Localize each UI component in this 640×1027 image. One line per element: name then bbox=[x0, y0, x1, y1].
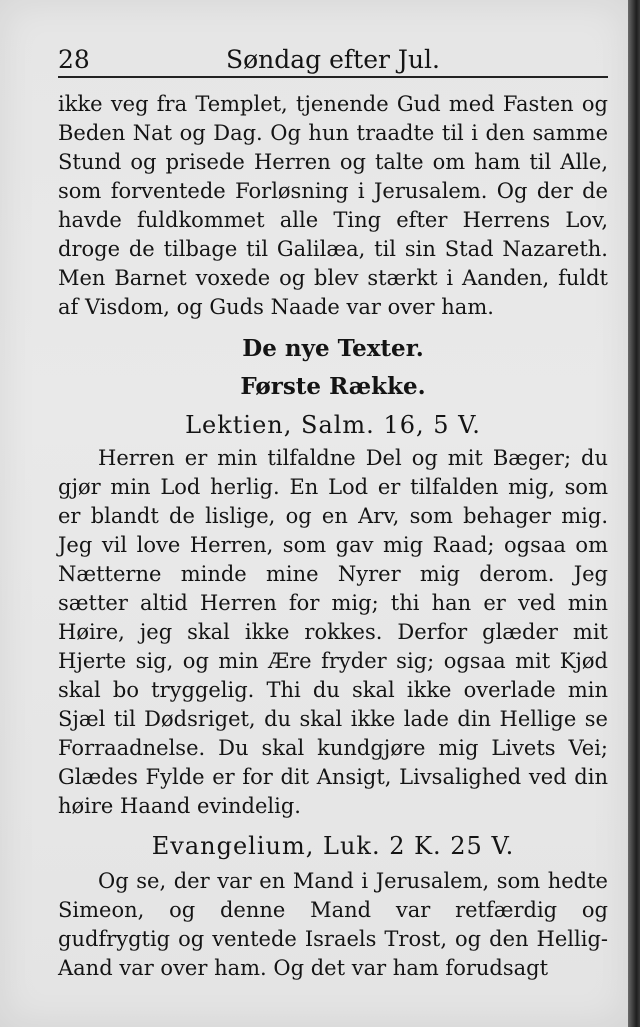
gospel-heading: Evangelium, Luk. 2 K. 25 V. bbox=[151, 832, 515, 860]
book-edge bbox=[628, 0, 640, 1027]
lesson-text: Herren er min tilfaldne Del og mit Bæger; du gjør min Lod herlig. En Lod er tilfalden mig, som er blandt de lislige, og en Arv, som behager mig. Jeg vil love Herren, som gav mig Raad; ogsaa om Nætterne minde mine Nyrer mig derom. Jeg sætter altid Herren for mig; thi han er ved min Høire, jeg skal ikke rokkes. Derfor glæder mit Hjerte sig, og min Ære fryder sig; ogsaa mit Kjød skal bo tryggelig. Thi du skal ikke overlade min Sjæl til Dødsriget, du skal ikke lade din Hellige se Forraadnelse. Du skal kundgjøre mig Livets Vei; Glædes Fylde er for dit Ansigt, Livsalighed ved din høire Haand evindelig. bbox=[58, 446, 608, 818]
lesson-heading: Lektien, Salm. 16, 5 V. bbox=[185, 411, 481, 439]
section-heading: De nye Texter. bbox=[242, 335, 424, 362]
gospel-text: Og se, der var en Mand i Jerusalem, som hedte Simeon, og denne Mand var retfærdig og gudfrygtig og ventede Israels Trost, og den Hellig-Aand var over ham. Og det var ham forudsagt bbox=[58, 869, 608, 980]
page-number: 28 bbox=[58, 45, 90, 74]
page-content bbox=[58, 40, 608, 983]
subsection-heading: Første Række. bbox=[240, 373, 426, 400]
page-header bbox=[58, 40, 608, 78]
running-title: Søndag efter Jul. bbox=[226, 45, 440, 74]
opening-paragraph: ikke veg fra Templet, tjenende Gud med Fasten og Beden Nat og Dag. Og hun traadte til i den samme Stund og prisede Herren og talte om ham til Alle, som forventede Forløsning i Jerusalem. Og der de havde fuldkommet alle Ting efter Herrens Lov, droge de tilbage til Galilæa, til sin Stad Nazareth. Men Barnet voxede og blev stærkt i Aanden, fuldt af Visdom, og Guds Naade var over ham. bbox=[58, 92, 608, 319]
